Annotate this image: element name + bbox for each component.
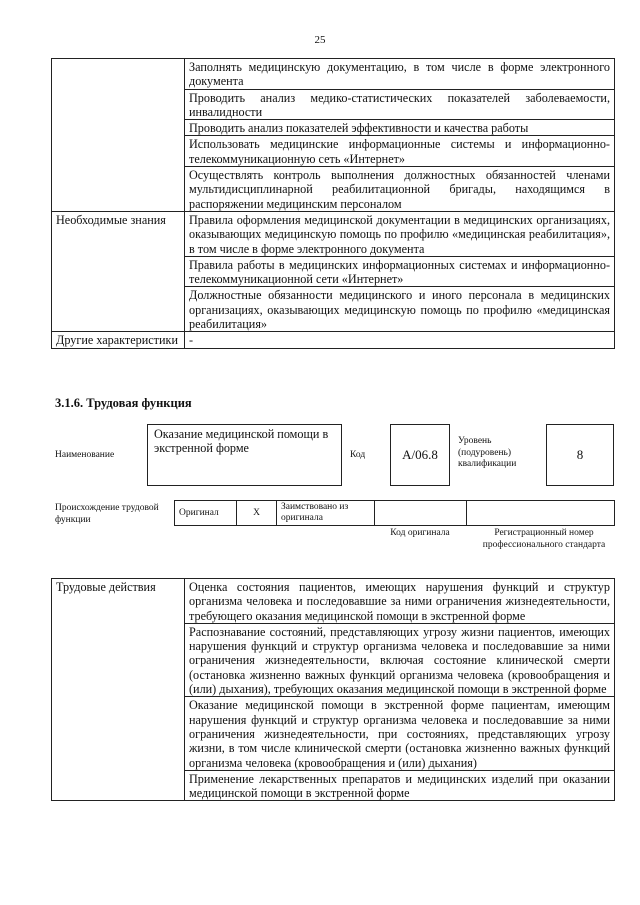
- list-item: Оказание медицинской помощи в экстренной форме пациентам, имеющим нарушения функций и структур организма человека и последовавшие за ними ограничения жизнедеятельности, при состояниях, представляющих угрозу жизни, в том числе клинической смерти (остановка жизненно важных функций организма человека (кровообращения и (или) дыхания): [185, 697, 615, 770]
- list-item: Проводить анализ показателей эффективности и качества работы: [185, 120, 615, 136]
- table-row: [52, 211, 615, 256]
- list-item: Оценка состояния пациентов, имеющих нарушения функций и структур организма человека и последовавшие за ними ограничения жизнедеятельности, требующего оказания медицинской помощи в экстренной форме: [185, 579, 615, 624]
- level-label: Уровень (подуровень) квалификации: [458, 436, 517, 469]
- list-item: Правила работы в медицинских информационных системах и информационно-телекоммуникационной сети «Интернет»: [185, 256, 615, 287]
- page-number: 25: [314, 34, 326, 46]
- list-item: Проводить анализ медико-статистических показателей заболеваемости, инвалидности: [185, 89, 615, 120]
- origin-label: Происхождение трудовой функции: [55, 503, 159, 525]
- borrowed-label: Заимствовано из оригинала: [277, 501, 375, 526]
- list-item: Применение лекарственных препаратов и медицинских изделий при оказании медицинской помощи в экстренной форме: [185, 770, 615, 801]
- list-item: Осуществлять контроль выполнения должностных обязанностей членами мультидисциплинарной реабилитационной бригады, находящимся в распоряжении медицинским персоналом: [185, 167, 615, 212]
- actions-label: Трудовые действия: [52, 579, 185, 801]
- function-name-box: Оказание медицинской помощи в экстренной форме: [147, 424, 342, 486]
- labor-actions-table: [51, 578, 615, 801]
- code-label: Код: [350, 450, 366, 460]
- origin-code-cell: [375, 501, 467, 526]
- list-item: Использовать медицинские информационные системы и информационно-телекоммуникационную сеть «Интернет»: [185, 136, 615, 167]
- name-label: Наименование: [55, 450, 115, 460]
- list-item: Заполнять медицинскую документацию, в том числе в форме электронного документа: [185, 59, 615, 90]
- table-row: [52, 332, 615, 348]
- reg-number-cell: [467, 501, 615, 526]
- table-row: [52, 59, 615, 90]
- origin-code-caption: Код оригинала: [390, 528, 450, 538]
- list-item: Распознавание состояний, представляющих угрозу жизни пациентов, имеющих нарушения функций и структур организма человека и последовавшие за ними ограничения жизнедеятельности, включая состояние клинической смерти (остановка жизненно важных функций организма человека (кровообращения и (или) дыхания), требующих оказания медицинской помощи в экстренной форме: [185, 623, 615, 696]
- code-value-box: A/06.8: [390, 424, 450, 486]
- other-characteristics-label: Другие характеристики: [52, 332, 185, 348]
- original-mark: X: [237, 501, 277, 526]
- table-row: [52, 579, 615, 624]
- level-value-box: 8: [546, 424, 614, 486]
- origin-table: [174, 500, 615, 526]
- reg-number-caption: Регистрационный номер профессионального стандарта: [482, 528, 606, 550]
- other-characteristics-value: -: [185, 332, 615, 348]
- upper-requirements-table: [51, 58, 615, 349]
- original-label: Оригинал: [175, 501, 237, 526]
- list-item: Правила оформления медицинской документации в медицинских организациях, оказывающих медицинскую помощь по профилю «медицинская реабилитация», в том числе в форме электронного документа: [185, 211, 615, 256]
- table-row: [175, 501, 615, 526]
- list-item: Должностные обязанности медицинского и иного персонала в медицинских организациях, оказывающих медицинскую помощь по профилю «медицинская реабилитация»: [185, 287, 615, 332]
- section-heading: 3.1.6. Трудовая функция: [55, 396, 192, 410]
- empty-label-cell: [52, 59, 185, 212]
- knowledge-label: Необходимые знания: [52, 211, 185, 331]
